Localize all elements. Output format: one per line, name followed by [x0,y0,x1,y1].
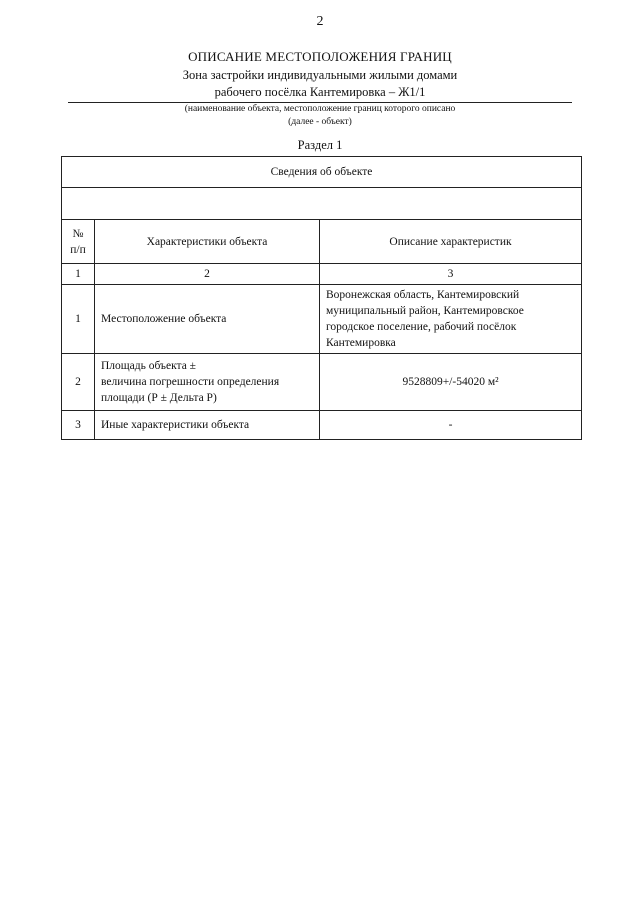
table-empty-row [62,188,582,220]
table-row [62,354,582,411]
row-characteristic: Иные характеристики объекта [95,411,320,440]
table-header-cell: Сведения об объекте [62,157,582,188]
row-number: 2 [62,354,95,411]
table-empty-cell [62,188,582,220]
row-number: 1 [62,285,95,354]
object-name-line-2: рабочего посёлка Кантемировка – Ж1/1 [214,85,426,99]
object-info-table [61,156,582,440]
column-headers-row [62,220,582,264]
row-description: Воронежская область, Кантемировский муниципальный район, Кантемировское городское поселение, рабочий посёлок Кантемировка [320,285,582,354]
document-title: ОПИСАНИЕ МЕСТОПОЛОЖЕНИЯ ГРАНИЦ [188,49,452,64]
row-description: - [320,411,582,440]
column-numbers-row [62,264,582,285]
section-title: Раздел 1 [297,138,343,152]
row-characteristic-line-1: Площадь объекта ± [101,360,196,372]
caption-line-1: (наименование объекта, местоположение границ которого описано [184,104,456,114]
column-header-num-line-1: № [72,227,84,240]
object-name-block [68,67,572,103]
column-header-num [62,220,95,264]
row-number: 3 [62,411,95,440]
row-characteristic-line-2: величина погрешности определения площади (Р ± Дельта Р) [101,376,280,404]
column-header-characteristics: Характеристики объекта [95,220,320,264]
row-description: 9528809+/-54020 м² [320,354,582,411]
column-number-3: 3 [320,264,582,285]
column-number-2: 2 [95,264,320,285]
table-header-row [62,157,582,188]
caption-line-2: (далее - объект) [288,117,352,127]
table-row [62,285,582,354]
row-characteristic: Местоположение объекта [95,285,320,354]
row-characteristic [95,354,320,411]
column-header-num-line-2: п/п [70,243,86,256]
object-name-caption [0,103,640,129]
object-name-line-1: Зона застройки индивидуальными жилыми домами [182,68,458,82]
table-row [62,411,582,440]
column-header-description: Описание характеристик [320,220,582,264]
page-number: 2 [316,14,324,29]
column-number-1: 1 [62,264,95,285]
